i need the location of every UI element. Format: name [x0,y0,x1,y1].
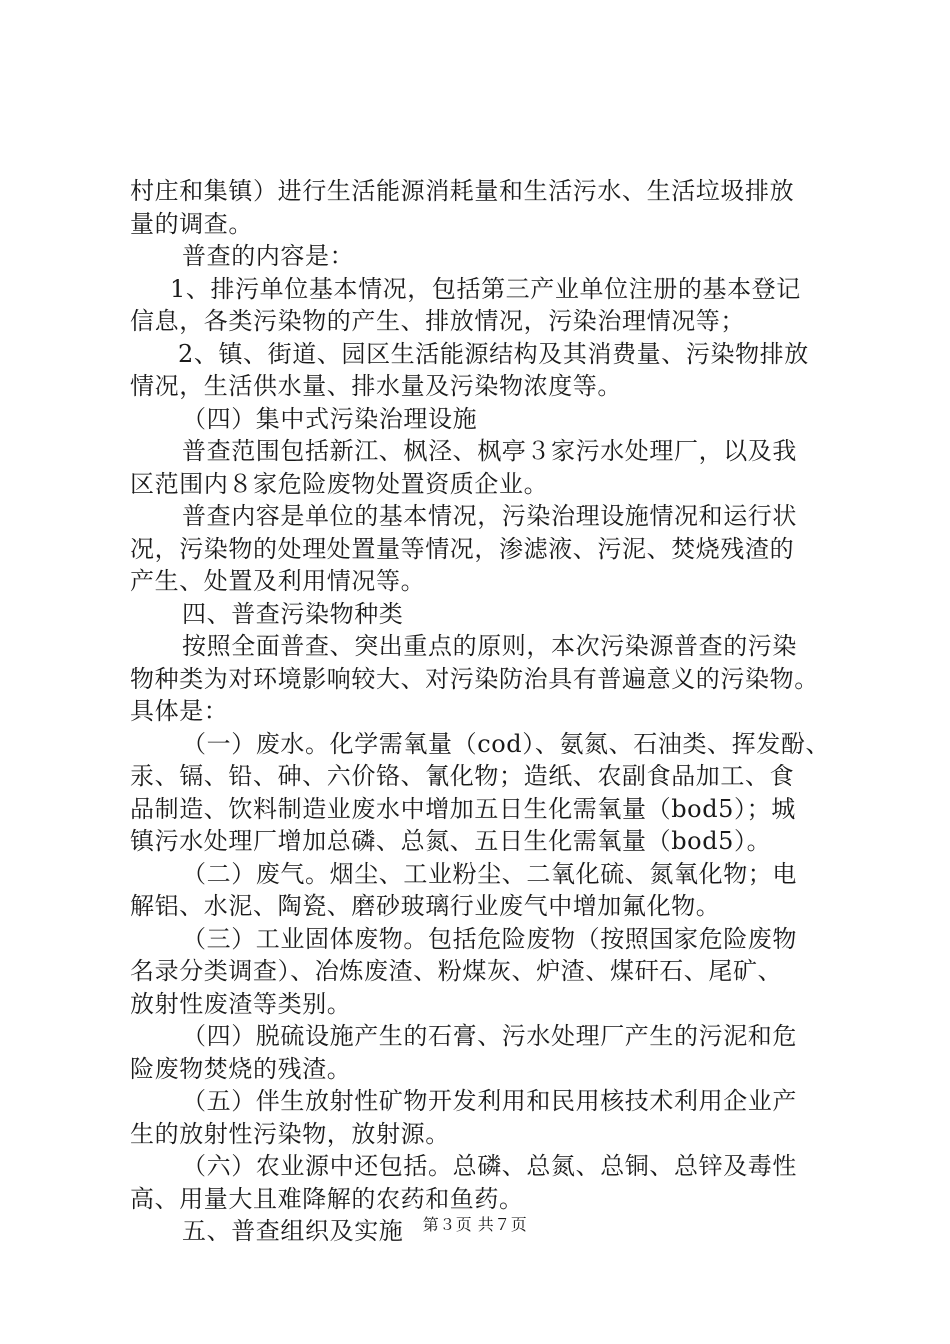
text-line: 物种类为对环境影响较大、对污染防治具有普遍意义的污染物。 [130,664,819,693]
text-line: 1、排污单位基本情况，包括第三产业单位注册的基本登记 [170,274,801,303]
text-line: （一）废水。化学需氧量（cod）、氨氮、石油类、挥发酚、 [182,729,831,758]
text-line: 区范围内８家危险废物处置资质企业。 [130,469,549,498]
text-line: 普查的内容是： [182,242,355,270]
text-line: 普查范围包括新江、枫泾、枫亭３家污水处理厂，以及我 [182,437,797,465]
text-line: （三）工业固体废物。包括危险废物（按照国家危险废物 [182,924,797,953]
text-line: 品制造、饮料制造业废水中增加五日生化需氧量（bod5）；城 [130,794,796,823]
text-line: 按照全面普查、突出重点的原则，本次污染源普查的污染 [182,632,797,660]
text-line: 四、普查污染物种类 [182,599,404,628]
text-line: 2、镇、街道、园区生活能源结构及其消费量、污染物排放 [178,339,809,368]
text-line: 镇污水处理厂增加总磷、总氮、五日生化需氧量（bod5）。 [130,827,772,855]
text-line: （二）废气。烟尘、工业粉尘、二氧化硫、氮氧化物；电 [182,859,797,888]
text-line: （四）集中式污染治理设施 [182,404,478,433]
text-line: 解铝、水泥、陶瓷、磨砂玻璃行业废气中增加氟化物。 [130,892,721,920]
text-line: 情况，生活供水量、排水量及污染物浓度等。 [130,372,622,400]
text-line: 名录分类调查）、冶炼废渣、粉煤灰、炉渣、煤矸石、尾矿、 [130,957,783,985]
text-line: 高、用量大且难降解的农药和鱼药。 [130,1184,524,1213]
text-line: 汞、镉、铅、砷、六价铬、氰化物；造纸、农副食品加工、食 [130,762,795,790]
text-line: 具体是： [130,697,229,725]
text-line: 普查内容是单位的基本情况，污染治理设施情况和运行状 [182,502,797,530]
text-line: 放射性废渣等类别。 [130,989,352,1018]
text-line: 信息，各类污染物的产生、排放情况，污染治理情况等； [130,307,745,335]
page-footer: 第３页 共７页 [422,1215,528,1234]
document-body [130,175,830,1248]
text-line: 况，污染物的处理处置量等情况，渗滤液、污泥、焚烧残渣的 [130,534,795,563]
text-line: （五）伴生放射性矿物开发利用和民用核技术利用企业产 [182,1087,797,1115]
text-line: 村庄和集镇）进行生活能源消耗量和生活污水、生活垃圾排放 [130,177,795,205]
text-line: 产生、处置及利用情况等。 [130,567,426,595]
text-line: （六）农业源中还包括。总磷、总氮、总铜、总锌及毒性 [182,1152,797,1180]
text-line: 险废物焚烧的残渣。 [130,1054,352,1083]
text-line: 生的放射性污染物，放射源。 [130,1119,450,1148]
text-line: 五、普查组织及实施 [182,1217,404,1245]
text-line: （四）脱硫设施产生的石膏、污水处理厂产生的污泥和危 [182,1022,797,1050]
text-line: 量的调查。 [130,209,253,238]
